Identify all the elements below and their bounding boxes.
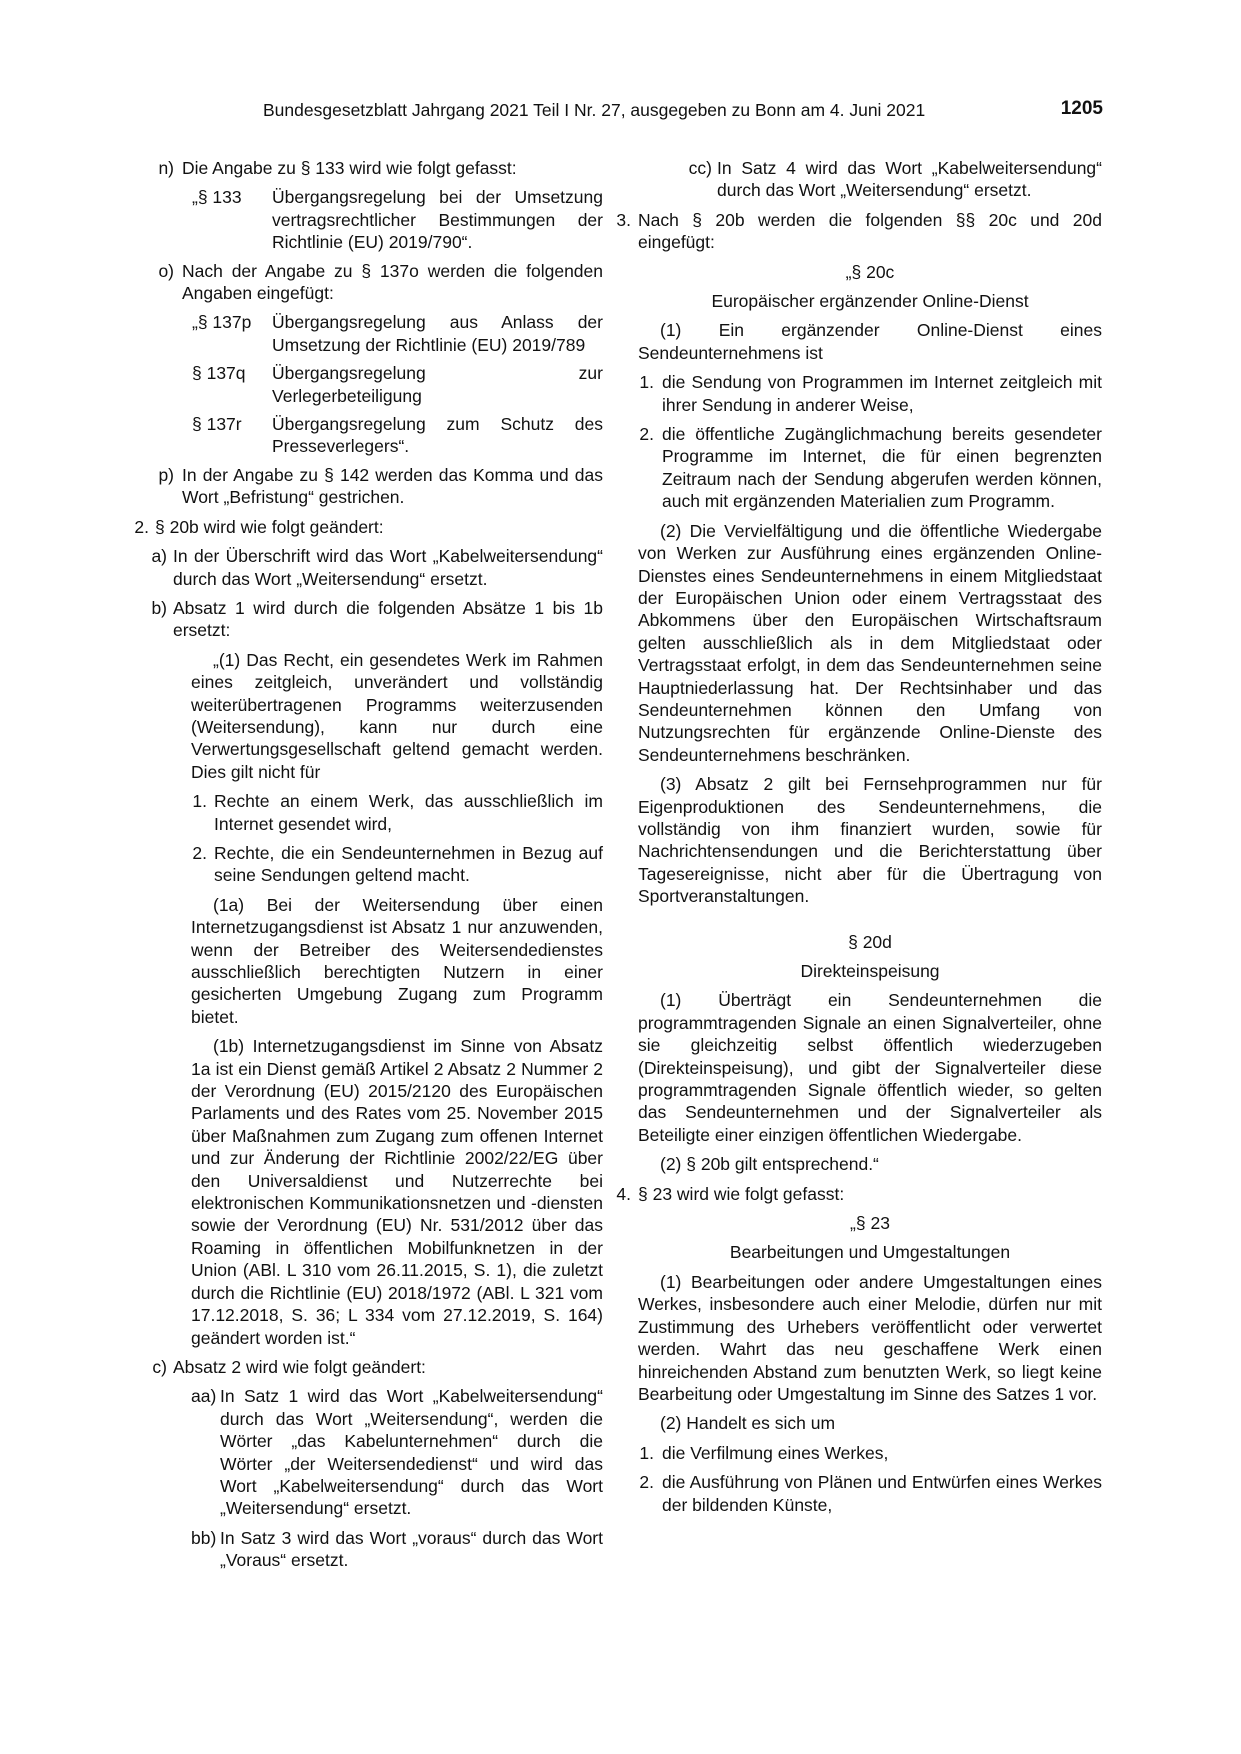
list-text: die öffentliche Zugänglichmachung bereits gesendeter Programme im Internet, die für einen begrenzten Zeitraum nach der Sendung abgerufen werden können, auch mit ergänzenden Materialien zum Programm. bbox=[662, 424, 1102, 512]
right-column bbox=[616, 157, 1102, 1523]
item-2c bbox=[148, 1356, 603, 1378]
list-marker: 2. bbox=[639, 424, 654, 445]
paragraph: (1) Ein ergänzender Online-Dienst eines Sendeunternehmens ist bbox=[638, 320, 1102, 363]
item-text: § 23 wird wie folgt gefasst: bbox=[638, 1183, 845, 1204]
running-title: Bundesgesetzblatt Jahrgang 2021 Teil I Nr. 27, ausgegeben zu Bonn am 4. Juni 2021 bbox=[263, 100, 926, 120]
definition-list-o bbox=[192, 311, 603, 457]
definition-list-n bbox=[192, 186, 603, 253]
list-item bbox=[638, 1442, 1102, 1464]
item-marker: p) bbox=[158, 464, 174, 485]
item-text: In Satz 4 wird das Wort „Kabelweitersendung“ durch das Wort „Weitersendung“ ersetzt. bbox=[717, 158, 1102, 201]
item-marker: 4. bbox=[616, 1183, 631, 1204]
list-marker: 1. bbox=[192, 791, 207, 812]
spacer bbox=[638, 915, 1102, 931]
item-text: Absatz 2 wird wie folgt geändert: bbox=[173, 1356, 426, 1377]
definition-text: Übergangsregelung bei der Umsetzung vertragsrechtlicher Bestimmungen der Richtlinie (EU) 2019/790“. bbox=[272, 187, 603, 253]
page-header bbox=[263, 100, 1103, 121]
definition-text: Übergangsregelung zur Verlegerbeteiligung bbox=[272, 363, 603, 406]
item-marker: cc) bbox=[688, 158, 712, 178]
item-o bbox=[148, 260, 603, 305]
item-n bbox=[148, 157, 603, 179]
item-4 bbox=[614, 1183, 1102, 1205]
paragraph: (1a) Bei der Weitersendung über einen Internetzugangsdienst ist Absatz 1 nur anzuwenden, wenn der Betreiber des Weitersendedienstes ausschließlich berechtigten Nutzern in einer gesicherten Umgebung Zugang zum Programm bietet. bbox=[191, 894, 603, 1027]
item-text: § 20b wird wie folgt geändert: bbox=[155, 516, 384, 537]
definition-item bbox=[192, 362, 603, 407]
item-marker: 3. bbox=[616, 209, 631, 230]
item-2b bbox=[148, 597, 603, 642]
definition-text: Übergangsregelung zum Schutz des Presseverlegers“. bbox=[272, 414, 603, 457]
list-item bbox=[638, 371, 1102, 416]
definition-item bbox=[192, 413, 603, 458]
inserted-text-absatz-1 bbox=[191, 649, 603, 1349]
list-item bbox=[191, 790, 603, 835]
paragraph: (2) § 20b gilt entsprechend.“ bbox=[660, 1154, 879, 1175]
list-item bbox=[638, 423, 1102, 513]
item-p bbox=[148, 464, 603, 509]
item-marker: 2. bbox=[134, 516, 149, 537]
paragraph: (1) Überträgt ein Sendeunternehmen die programmtragenden Signale an einen Signalverteiler, ohne sie gleichzeitig selbst öffentlich wiederzugeben (Direkteinspeisung), und gibt der Signalverteiler diese programmtragenden Signale öffentlich wieder, so gelten das Sendeunternehmen und der Signalverteiler als Beteiligte einer einzigen öffentlichen Wiedergabe. bbox=[638, 990, 1102, 1145]
item-2a bbox=[148, 545, 603, 590]
list-text: Rechte, die ein Sendeunternehmen in Bezug auf seine Sendungen geltend macht. bbox=[214, 842, 603, 886]
item-2c-bb bbox=[191, 1527, 603, 1572]
section-heading-20d: § 20d bbox=[848, 931, 892, 952]
item-marker: bb) bbox=[191, 1527, 217, 1548]
section-title-20d: Direkteinspeisung bbox=[800, 961, 940, 981]
item-text: In der Überschrift wird das Wort „Kabelweitersendung“ durch das Wort „Weitersendung“ ersetzt. bbox=[173, 546, 603, 589]
item-marker: a) bbox=[151, 546, 167, 567]
paragraph: (1) Bearbeitungen oder andere Umgestaltungen eines Werkes, insbesondere auch einer Melodie, dürfen nur mit Zustimmung des Urhebers veröffentlicht oder verwertet werden. Wahrt das neu geschaffene Werk einen hinreichenden Abstand zum benutzten Werk, so liegt keine Bearbeitung oder Umgestaltung im Sinne des Satzes 1 vor. bbox=[638, 1271, 1102, 1404]
section-title-20c: Europäischer ergänzender Online-Dienst bbox=[711, 291, 1029, 312]
paragraph: (2) Die Vervielfältigung und die öffentliche Wiedergabe von Werken zur Ausführung eines ergänzenden Online-Dienstes eines Sendeunternehmens in einem Mitgliedstaat der Europäischen Union oder einem Vertragsstaat des Abkommens über den Europäischen Wirtschaftsraum gelten ausschließlich als in dem Mitgliedstaat oder Vertragsstaat erfolgt, in dem das Sendeunternehmen seine Hauptniederlassung hat. Der Rechtsinhaber und das Sendeunternehmen können den Umfang von Nutzungsrechten für ergänzende Online-Dienste des Sendeunternehmens beschränken. bbox=[638, 520, 1102, 765]
paragraph: „(1) Das Recht, ein gesendetes Werk im Rahmen eines zeitgleich, unverändert und vollständig weiterübertragenen Programms weiterzusenden (Weitersendung), kann nur durch eine Verwertungsgesellschaft geltend gemacht werden. Dies gilt nicht für bbox=[191, 649, 603, 782]
item-text: In Satz 1 wird das Wort „Kabelweitersendung“ durch das Wort „Weitersendung“, werden die Wörter „das Kabelunternehmen“ durch die Wörter „der Weitersendedienst“ und wird das Wort „Kabelweitersendung“ durch das Wort „Weitersendung“ ersetzt. bbox=[220, 1386, 603, 1519]
list-marker: 1. bbox=[639, 1442, 654, 1463]
definition-marker: „§ 137p bbox=[192, 312, 252, 333]
list-item bbox=[191, 842, 603, 887]
item-marker: n) bbox=[158, 158, 174, 178]
left-column bbox=[134, 157, 603, 1579]
item-2 bbox=[129, 516, 603, 538]
item-text: Absatz 1 wird durch die folgenden Absätze 1 bis 1b ersetzt: bbox=[173, 597, 603, 641]
item-marker: b) bbox=[151, 597, 167, 618]
item-text: Die Angabe zu § 133 wird wie folgt gefasst: bbox=[182, 158, 517, 178]
list-marker: 2. bbox=[639, 1472, 654, 1493]
page-number: 1205 bbox=[1060, 98, 1103, 119]
definition-marker: § 137r bbox=[192, 414, 242, 435]
list-marker: 1. bbox=[639, 372, 654, 393]
definition-item bbox=[192, 186, 603, 253]
list-text: die Verfilmung eines Werkes, bbox=[662, 1442, 889, 1463]
section-title-23: Bearbeitungen und Umgestaltungen bbox=[729, 1242, 1011, 1263]
list-text: die Sendung von Programmen im Internet zeitgleich mit ihrer Sendung in anderer Weise, bbox=[662, 372, 1102, 415]
list-item bbox=[638, 1471, 1102, 1516]
item-2c-aa bbox=[191, 1385, 603, 1519]
definition-text: Übergangsregelung aus Anlass der Umsetzung der Richtlinie (EU) 2019/789 bbox=[272, 312, 603, 355]
list-text: Rechte an einem Werk, das ausschließlich im Internet gesendet wird, bbox=[214, 791, 603, 834]
item-text: In der Angabe zu § 142 werden das Komma und das Wort „Befristung“ gestrichen. bbox=[182, 464, 603, 508]
item-text: Nach § 20b werden die folgenden §§ 20c und 20d eingefügt: bbox=[638, 209, 1102, 253]
paragraph: (1b) Internetzugangsdienst im Sinne von Absatz 1a ist ein Dienst gemäß Artikel 2 Absatz 2 Nummer 2 der Verordnung (EU) 2015/2120 des Europäischen Parlaments und des Rates vom 25. November 2015 über Maßnahmen zum Zugang zum offenen Internet und zur Änderung der Richtlinie 2002/22/EG über den Universaldienst und Nutzerrechte bei elektronischen Kommunikationsnetzen und -diensten sowie der Verordnung (EU) Nr. 531/2012 über das Roaming in öffentlichen Mobilfunknetzen in der Union (ABl. L 310 vom 26.11.2015, S. 1), die zuletzt durch die Richtlinie (EU) 2018/1972 (ABl. L 321 vom 17.12.2018, S. 36; L 334 vom 27.12.2019, S. 164) geändert worden ist.“ bbox=[191, 1036, 603, 1348]
section-heading-23: „§ 23 bbox=[850, 1213, 890, 1234]
item-2c-cc bbox=[688, 157, 1102, 202]
paragraph: (3) Absatz 2 gilt bei Fernsehprogrammen nur für Eigenproduktionen des Sendeunternehmens, die vollständig von ihm finanziert wurden, sowie für Nachrichtensendungen und die Berichterstattung über Tagesereignisse, nicht aber für die Übertragung von Sportveranstaltungen. bbox=[638, 774, 1102, 907]
item-3 bbox=[614, 209, 1102, 254]
item-marker: c) bbox=[152, 1356, 167, 1377]
list-text: die Ausführung von Plänen und Entwürfen eines Werkes der bildenden Künste, bbox=[662, 1472, 1102, 1515]
item-text: Nach der Angabe zu § 137o werden die folgenden Angaben eingefügt: bbox=[182, 260, 603, 304]
definition-marker: § 137q bbox=[192, 363, 246, 384]
paragraph: (2) Handelt es sich um bbox=[660, 1413, 836, 1434]
section-heading-20c: „§ 20c bbox=[845, 261, 895, 282]
item-marker: o) bbox=[158, 260, 174, 281]
definition-item bbox=[192, 311, 603, 356]
definition-marker: „§ 133 bbox=[192, 187, 242, 208]
list-marker: 2. bbox=[192, 842, 207, 863]
item-marker: aa) bbox=[191, 1386, 217, 1407]
item-text: In Satz 3 wird das Wort „voraus“ durch das Wort „Voraus“ ersetzt. bbox=[220, 1527, 603, 1571]
